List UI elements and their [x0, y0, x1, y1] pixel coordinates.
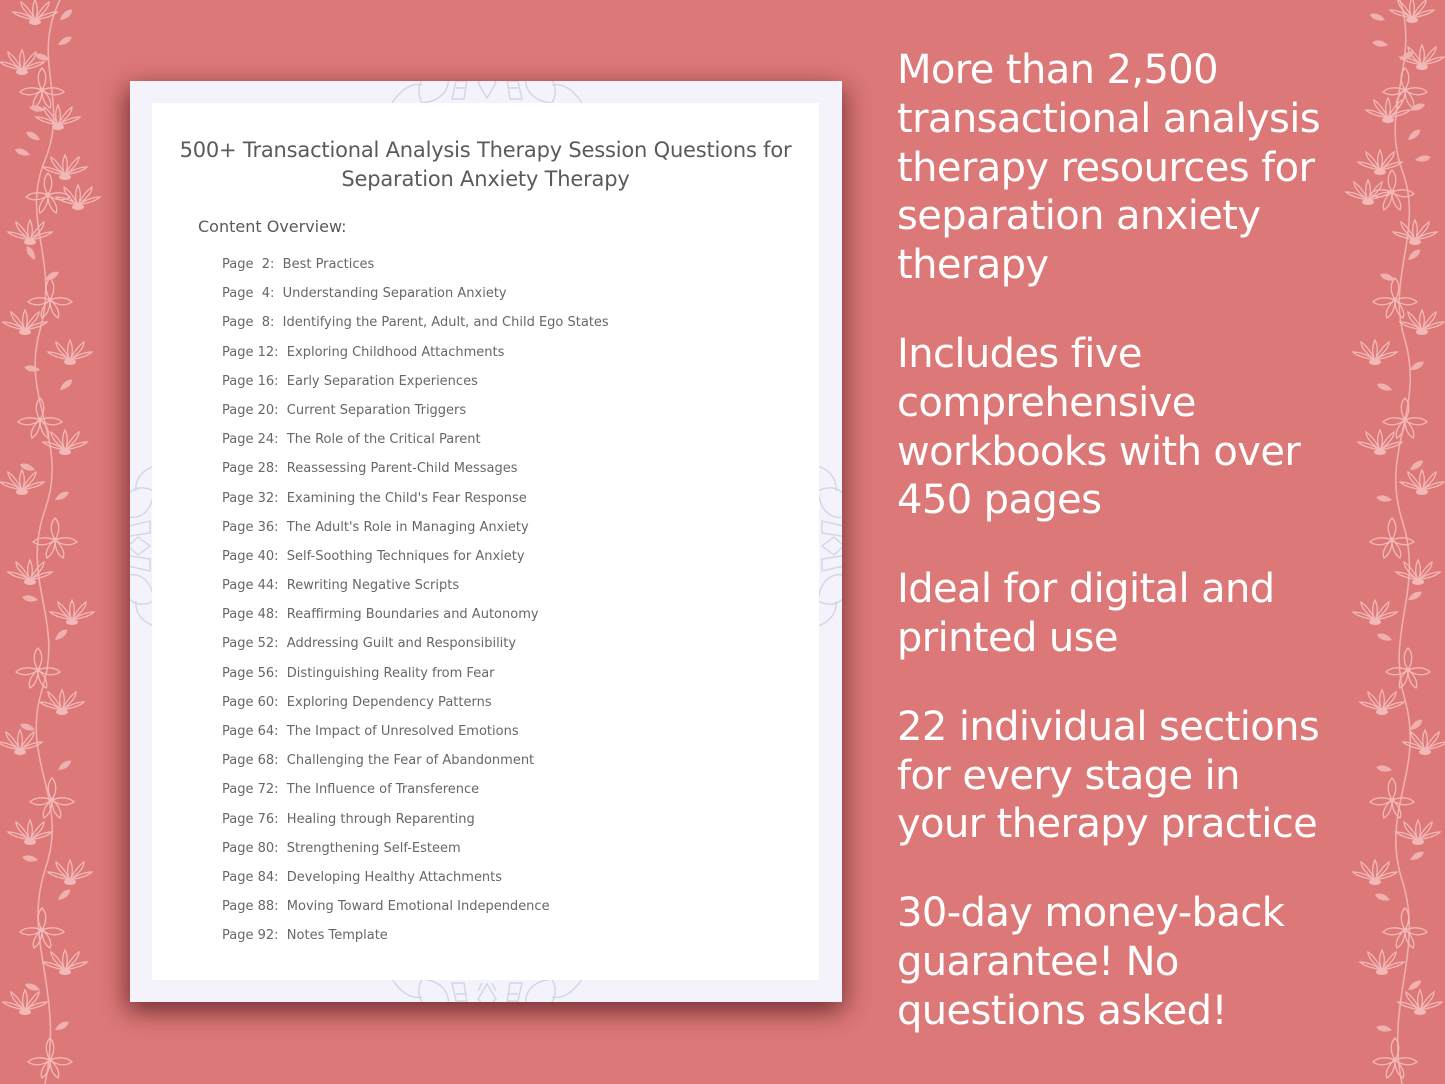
toc-title: Understanding Separation Anxiety: [282, 286, 507, 302]
table-of-contents: [222, 255, 609, 956]
toc-title: Exploring Dependency Patterns: [286, 694, 492, 710]
toc-title: The Role of the Critical Parent: [286, 432, 481, 448]
toc-page: Page 72:: [222, 782, 279, 798]
toc-item: [222, 780, 609, 809]
toc-page: Page 80:: [222, 840, 279, 856]
toc-title: The Impact of Unresolved Emotions: [286, 724, 519, 739]
toc-item: [222, 459, 609, 488]
feature-digital-print: Ideal for digital and printed use: [897, 566, 1275, 661]
toc-item: [222, 664, 609, 693]
toc-item: [222, 518, 609, 547]
feature-sections: 22 individual sections for every stage in your therapy practice: [897, 703, 1320, 848]
toc-title: Identifying the Parent, Adult, and Child Ego States: [282, 315, 609, 331]
floral-vine-left-icon: [0, 0, 120, 1084]
feature-list: [897, 46, 1337, 1076]
document-page-preview: [130, 81, 842, 1002]
toc-page: Page 44:: [222, 578, 279, 594]
toc-item: [222, 255, 609, 284]
toc-title: Challenging the Fear of Abandonment: [286, 753, 535, 769]
document-title-line-1: 500+ Transactional Analysis Therapy Session Questions for: [179, 138, 792, 162]
toc-item: [222, 810, 609, 839]
toc-title: Addressing Guilt and Responsibility: [286, 636, 517, 652]
toc-title: Strengthening Self-Esteem: [286, 840, 461, 856]
toc-item: [222, 634, 609, 663]
toc-item: [222, 430, 609, 459]
toc-title: Developing Healthy Attachments: [286, 869, 503, 885]
toc-page: Page 40:: [222, 548, 279, 564]
toc-page: Page 32:: [222, 490, 279, 506]
mandala-icon: [130, 461, 154, 631]
toc-page: Page 56:: [222, 665, 279, 681]
toc-page: Page 48:: [222, 607, 279, 623]
toc-item: [222, 547, 609, 576]
toc-title: Healing through Reparenting: [286, 811, 475, 827]
toc-title: Moving Toward Emotional Independence: [286, 899, 550, 915]
toc-item: [222, 343, 609, 372]
toc-page: Page 36:: [222, 519, 279, 535]
toc-title: Best Practices: [282, 257, 375, 272]
toc-title: Current Separation Triggers: [286, 402, 467, 418]
toc-item: [222, 576, 609, 605]
toc-item: [222, 284, 609, 313]
feature-guarantee: 30-day money-back guarantee! No questions asked!: [897, 890, 1285, 1034]
toc-page: Page 92:: [222, 928, 279, 944]
document-title: [152, 136, 819, 194]
mandala-icon: [382, 979, 592, 1002]
toc-item: [222, 372, 609, 401]
toc-title: Self-Soothing Techniques for Anxiety: [286, 548, 525, 564]
toc-item: [222, 926, 609, 955]
toc-item: [222, 897, 609, 926]
toc-title: Distinguishing Reality from Fear: [286, 665, 495, 681]
document-title-line-2: Separation Anxiety Therapy: [341, 167, 630, 191]
toc-title: Rewriting Negative Scripts: [286, 578, 460, 594]
toc-item: [222, 751, 609, 780]
toc-title: The Adult's Role in Managing Anxiety: [286, 519, 529, 535]
feature-resources-count: More than 2,500 transactional analysis therapy resources for separation anxiety therapy: [897, 47, 1321, 289]
toc-item: [222, 489, 609, 518]
toc-page: Page 12:: [222, 344, 279, 360]
toc-title: Examining the Child's Fear Response: [286, 490, 527, 506]
toc-page: Page 2:: [222, 257, 275, 272]
toc-page: Page 8:: [222, 315, 275, 331]
toc-title: The Influence of Transference: [286, 782, 480, 798]
toc-page: Page 84:: [222, 869, 279, 885]
toc-title: Notes Template: [286, 928, 388, 944]
content-overview-label: Content Overview:: [198, 217, 347, 236]
toc-page: Page 64:: [222, 724, 279, 739]
toc-item: [222, 401, 609, 430]
feature-workbooks: Includes five comprehensive workbooks with over 450 pages: [897, 330, 1301, 524]
toc-title: Exploring Childhood Attachments: [286, 344, 505, 360]
toc-item: [222, 313, 609, 342]
toc-page: Page 60:: [222, 694, 279, 710]
toc-page: Page 52:: [222, 636, 279, 652]
toc-item: [222, 868, 609, 897]
toc-page: Page 20:: [222, 402, 279, 418]
toc-page: Page 88:: [222, 899, 279, 915]
floral-vine-right-icon: [1330, 0, 1445, 1084]
toc-title: Early Separation Experiences: [286, 373, 478, 389]
toc-title: Reaffirming Boundaries and Autonomy: [286, 607, 539, 623]
mandala-icon: [818, 461, 842, 631]
mandala-icon: [382, 81, 592, 103]
toc-title: Reassessing Parent-Child Messages: [286, 461, 518, 477]
toc-page: Page 24:: [222, 432, 279, 448]
toc-page: Page 76:: [222, 811, 279, 827]
toc-page: Page 16:: [222, 373, 279, 389]
toc-page: Page 68:: [222, 753, 279, 769]
toc-item: [222, 693, 609, 722]
document-content: [152, 103, 819, 980]
toc-page: Page 4:: [222, 286, 275, 302]
toc-page: Page 28:: [222, 461, 279, 477]
toc-item: [222, 839, 609, 868]
toc-item: [222, 605, 609, 634]
toc-item: [222, 722, 609, 751]
